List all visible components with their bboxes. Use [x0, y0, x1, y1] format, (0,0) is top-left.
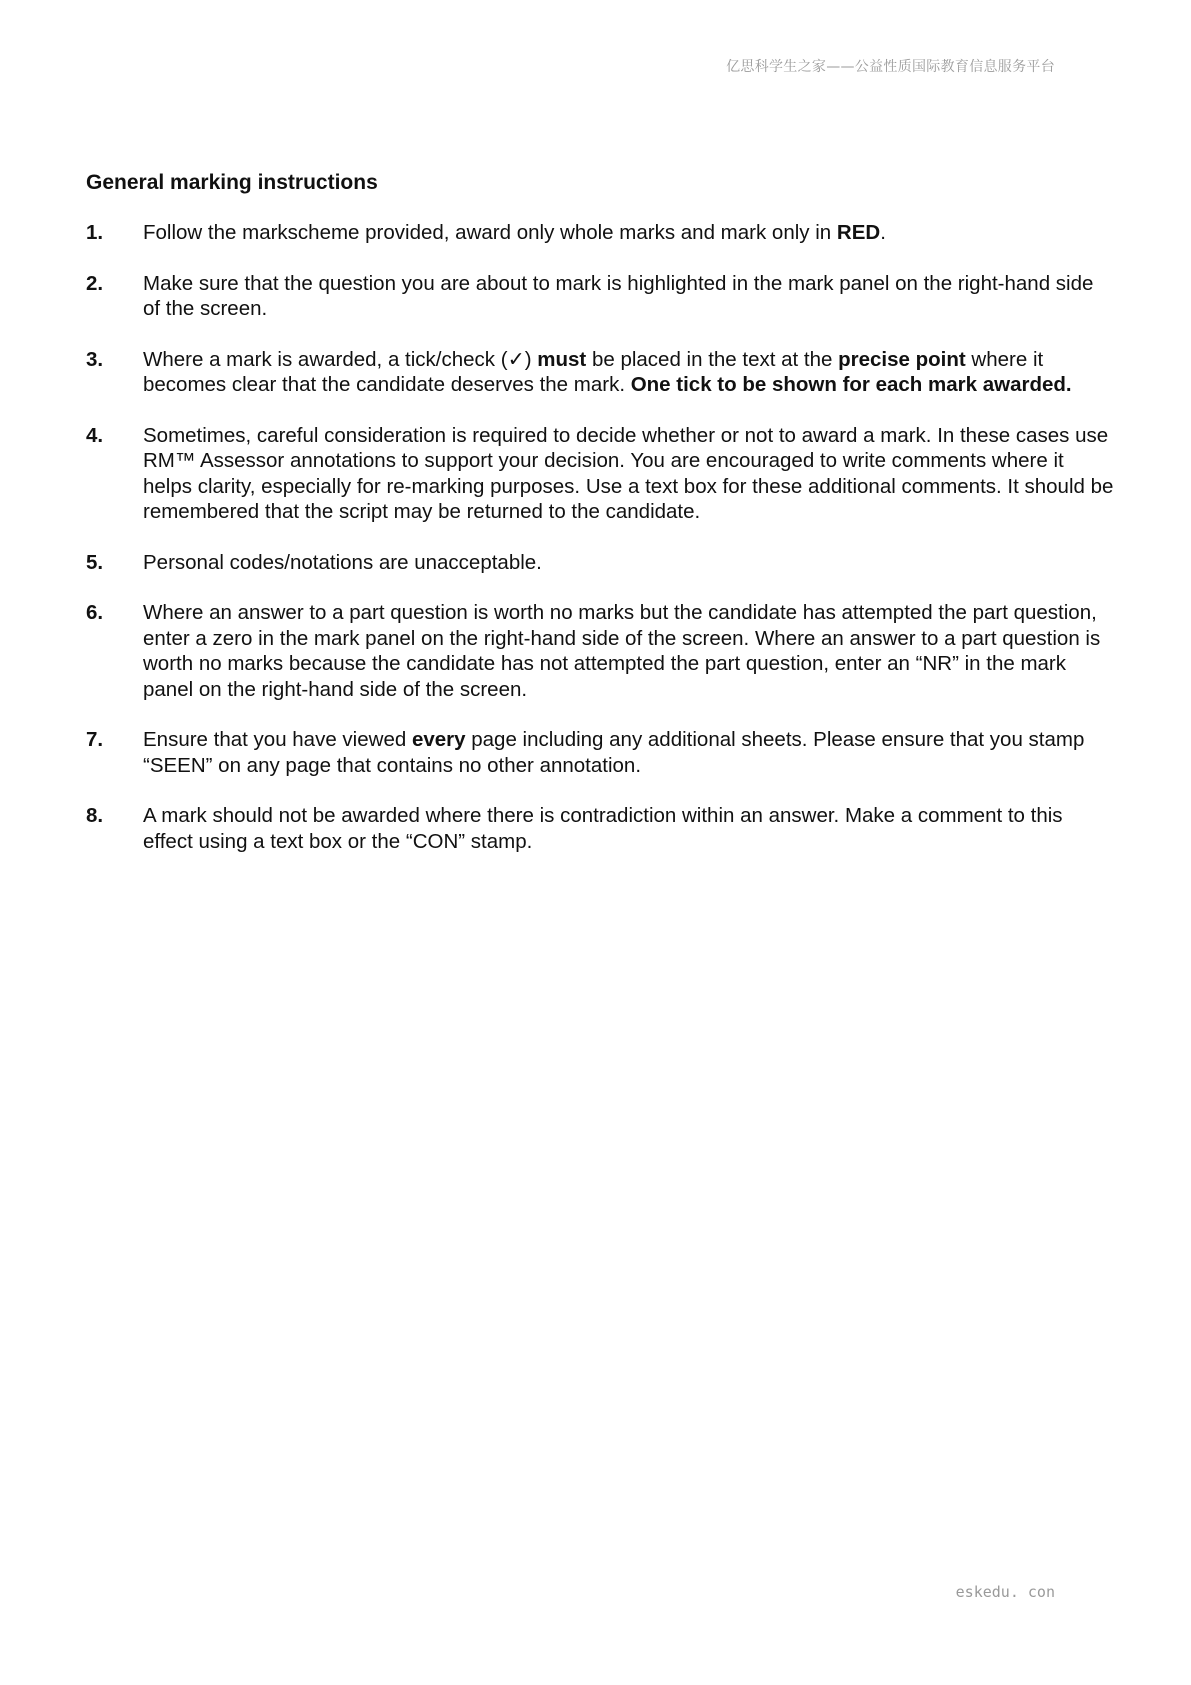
item-number: 6. — [86, 601, 104, 624]
instruction-item-1 — [86, 220, 1116, 246]
item-text: Where a mark is awarded, a tick/check (✓) must be placed in the text at the precise point where it becomes clear that the candidate deserves the mark. One tick to be shown for each mark awarded. — [143, 347, 1072, 396]
item-number: 2. — [86, 271, 104, 295]
instruction-item-4 — [86, 423, 1116, 525]
instruction-item-7 — [86, 727, 1116, 778]
item-text: A mark should not be awarded where there is contradiction within an answer. Make a comment to this effect using a text box or the “CON” stamp. — [143, 804, 1063, 853]
instruction-item-8 — [86, 803, 1116, 854]
item-number: 3. — [86, 347, 104, 371]
marking-instructions — [86, 170, 1116, 879]
item-number: 7. — [86, 728, 104, 751]
item-text: Sometimes, careful consideration is required to decide whether or not to award a mark. In these cases use RM™ Assessor annotations to support your decision. You are encouraged to write comments where it helps clarity, especially for re-marking purposes. Use a text box for these additional comments. It should be remembered that the script may be returned to the candidate. — [143, 423, 1114, 523]
item-text: Make sure that the question you are about to mark is highlighted in the mark panel on the right-hand side of the screen. — [143, 271, 1094, 320]
item-number: 4. — [86, 423, 104, 447]
item-text: Follow the markscheme provided, award only whole marks and mark only in RED. — [143, 221, 886, 244]
item-text: Ensure that you have viewed every page including any additional sheets. Please ensure that you stamp “SEEN” on any page that contains no other annotation. — [143, 728, 1085, 777]
item-number: 5. — [86, 550, 104, 574]
instruction-item-3 — [86, 347, 1116, 398]
instruction-item-6 — [86, 600, 1116, 702]
footer-watermark: eskedu. con — [955, 1583, 1055, 1601]
header-watermark: 亿思科学生之家——公益性质国际教育信息服务平台 — [726, 59, 1055, 75]
item-text: Personal codes/notations are unacceptable. — [143, 550, 542, 574]
item-number: 1. — [86, 221, 104, 244]
item-number: 8. — [86, 804, 104, 827]
page-title: General marking instructions — [86, 171, 378, 194]
instruction-item-2 — [86, 271, 1116, 322]
instruction-item-5 — [86, 550, 1116, 576]
item-text: Where an answer to a part question is worth no marks but the candidate has attempted the part question, enter a zero in the mark panel on the right-hand side of the screen. Where an answer to a part question is worth no marks because the candidate has not attempted the part question, enter an “NR” in the mark panel on the right-hand side of the screen. — [143, 601, 1101, 701]
